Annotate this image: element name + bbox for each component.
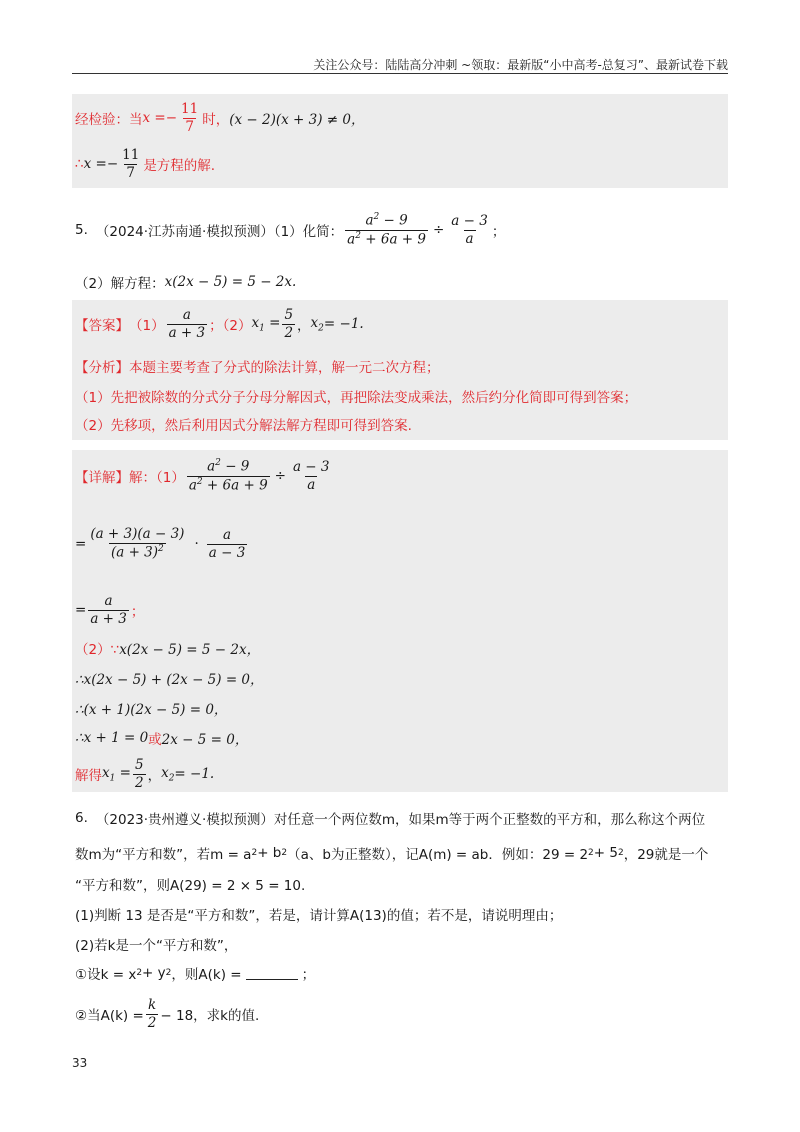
- q6-part1: (1)判断 13 是否是“平方和数”，若是，请计算A(13)的值；若不是，请说明理由；: [75, 908, 563, 924]
- check-line: 经检验：当 x = − $\frac{11}{7}$ 时， (x − 2)(x + 3) ≠ 0，: [75, 100, 365, 135]
- answer-blank[interactable]: [246, 966, 298, 980]
- q5-part2: （2）解方程： x(2x − 5) = 5 − 2x.: [75, 274, 297, 292]
- fraction-5-2: $\frac{5}{2}$: [134, 756, 144, 791]
- q6-line-3: “平方和数”，则A(29) = 2 × 5 = 10.: [75, 878, 306, 894]
- fraction-divisor: $\frac{a - 3}{a}$: [292, 458, 330, 493]
- q6-line-1: 6. （2023·贵州遵义·模拟预测）对任意一个两位数m，如果m等于两个正整数的平方和，那么称这个两位: [75, 810, 706, 828]
- fraction-answer1: $\frac{a}{a + 3}$: [90, 592, 127, 627]
- fraction-answer1: $\frac{a}{a + 3}$: [168, 306, 206, 341]
- detail-step-2: ∴x(2x − 5) + (2x − 5) = 0，: [75, 672, 264, 688]
- fraction-k-2: $\frac{k}{2}$: [147, 996, 157, 1031]
- analysis-line-2: （1）先把被除数的分式分子分母分解因式，再把除法变成乘法，然后约分化简即可得到答案；: [75, 390, 638, 406]
- detail-step-4: ∴x + 1 = 0 或 2x − 5 = 0，: [75, 730, 249, 748]
- detail-step-3: ∴(x + 1)(2x − 5) = 0，: [75, 702, 228, 718]
- header-divider: [72, 73, 728, 74]
- fraction-divisor: $\frac{a - 3}{a}$: [451, 212, 488, 247]
- fraction-reciprocal: $\frac{a}{a - 3}$: [208, 526, 246, 561]
- detail-line-3: = $\frac{a}{a + 3}$ ；: [75, 592, 145, 627]
- fraction-11-7: $\frac{11}{7}$: [181, 100, 199, 135]
- detail-part2: （2）∵ x(2x − 5) = 5 − 2x，: [75, 642, 261, 658]
- fraction-simplify: $\frac{a^2 - 9}{a^2 + 6a + 9}$: [347, 212, 426, 247]
- fraction-5-2: $\frac{5}{2}$: [284, 306, 294, 341]
- detail-solution: 解得 $x_1$ = $\frac{5}{2}$ ， $x_2$ = −1.: [75, 756, 215, 791]
- answer-line: 【答案】 （1） $\frac{a}{a + 3}$ ；（2） $x_1$ = $\frac{5}{2}$ ， $x_2$ = −1.: [75, 306, 364, 341]
- q6-part2: (2)若k是一个“平方和数”，: [75, 938, 238, 954]
- q6-subq-2: ②当A(k) = $\frac{k}{2}$ − 18，求k的值.: [75, 996, 260, 1031]
- q5-line: 5. （2024·江苏南通·模拟预测）（1）化简： $\frac{a^2 - 9}{a^2 + 6a + 9}$ ÷ $\frac{a - 3}{a}$ ；: [75, 212, 506, 247]
- detail-line-1: 【详解】 解：（1） $\frac{a^2 - 9}{a^2 + 6a + 9}$ ÷ $\frac{a - 3}{a}$: [75, 458, 330, 493]
- q6-line-2: 数m为“平方和数”，若m = a 2 + b 2 （a、b为正整数），记A(m) = ab．例如：29 = 2 2 + 5 2 ，29就是一个: [75, 845, 709, 863]
- q6-subq-1: ①设k = x 2 + y 2 ，则A(k) = ；: [75, 965, 316, 983]
- detail-line-2: = $\frac{(a + 3)(a - 3)}{(a + 3)^2}$ · $\frac{a}{a - 3}$: [75, 526, 246, 561]
- fraction-factored: $\frac{(a + 3)(a - 3)}{(a + 3)^2}$: [90, 526, 185, 561]
- page-header: 关注公众号：陆陆高分冲刺 ~领取：最新版“小中高考-总复习”、最新试卷下载: [313, 58, 728, 72]
- page-number: 33: [72, 1056, 88, 1070]
- fraction-11-7: $\frac{11}{7}$: [122, 146, 140, 181]
- analysis-line-3: （2）先移项，然后利用因式分解法解方程即可得到答案.: [75, 418, 412, 434]
- therefore-line: ∴ x = − $\frac{11}{7}$ 是方程的解.: [75, 146, 216, 181]
- analysis-line-1: 【分析】 本题主要考查了分式的除法计算，解一元二次方程；: [75, 360, 440, 376]
- fraction-simplify: $\frac{a^2 - 9}{a^2 + 6a + 9}$: [188, 458, 268, 493]
